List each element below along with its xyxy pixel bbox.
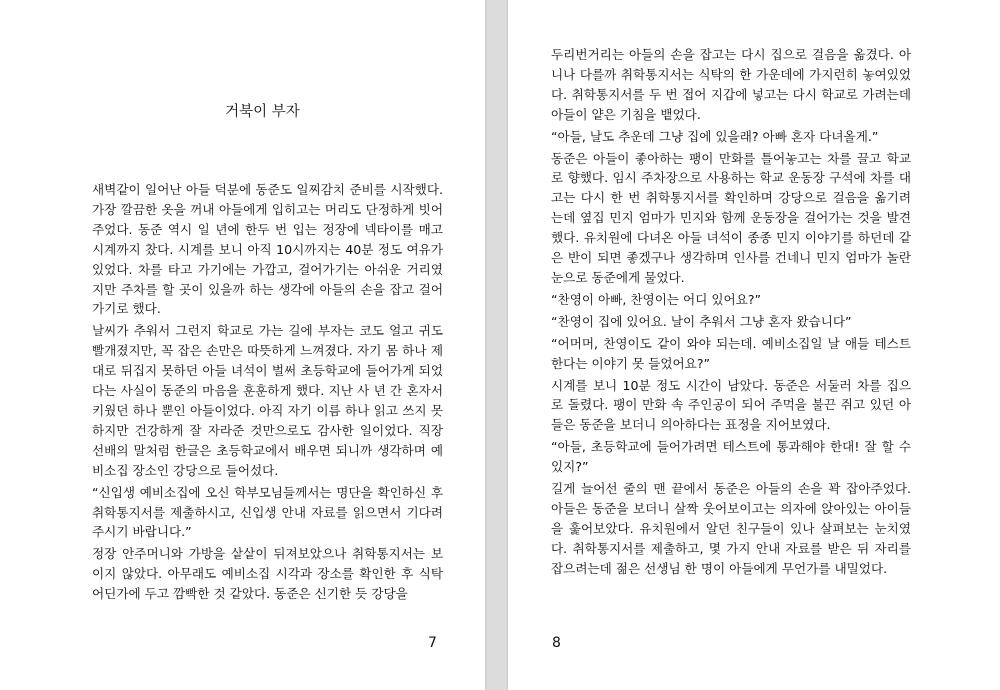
- paragraph: “아들, 초등학교에 들어가려면 테스트에 통과해야 한대! 잘 할 수 있지?”: [551, 439, 911, 475]
- paragraph: 길게 늘어선 줄의 맨 끝에서 동준은 아들의 손을 꽉 잡아주었다. 아들은 동준을 보더니 살짝 웃어보이고는 의자에 앉아있는 아이들을 훑어보았다. 유치원에서 알던 친구들이 있나 살펴보는 눈치였다. 취학통지서를 제출하고, 몇 가지 안내 자료를 받은 뒤 자리를 잡으려는데 젊은 선생님 한 명이 아들에게 무언가를 내밀었다.: [551, 481, 911, 576]
- paragraph: 새벽같이 일어난 아들 덕분에 동준도 일찌감치 준비를 시작했다. 가장 깔끔한 옷을 꺼내 아들에게 입히고는 머리도 단정하게 빗어주었다. 동준 역시 일 년에 한두 번 입는 정장에 넥타이를 매고 시계까지 찼다. 시계를 보니 아직 10시까지는 40분 정도 여유가 있었다. 차를 타고 가기에는 가깝고, 걸어가기는 아쉬운 거리였지만 주차를 할 곳이 있을까 하는 생각에 아들의 손을 잡고 걸어가기로 했다.: [92, 182, 443, 317]
- page-right-body: [551, 45, 911, 581]
- page-left-body: [92, 180, 443, 606]
- paragraph: “찬영이 집에 있어요. 날이 추워서 그냥 혼자 왔습니다”: [551, 313, 852, 329]
- paragraph: “아들, 날도 추운데 그냥 집에 있을래? 아빠 혼자 다녀올게.”: [551, 128, 879, 144]
- page-number: 8: [552, 635, 561, 651]
- chapter-title: 거북이 부자: [225, 104, 300, 120]
- paragraph: 정장 안주머니와 가방을 샅샅이 뒤져보았으나 취학통지서는 보이지 않았다. 아무래도 예비소집 시각과 장소를 확인한 후 식탁 어딘가에 두고 깜빡한 것 같았다. 동준은 신기한 듯 강당을: [92, 546, 443, 602]
- paragraph: 시계를 보니 10분 정도 시간이 남았다. 동준은 서둘러 차를 집으로 돌렸다. 팽이 만화 속 주인공이 되어 주먹을 불끈 쥐고 있던 아들은 동준을 보더니 의아하다는 표정을 지어보였다.: [551, 377, 911, 433]
- paragraph: 두리번거리는 아들의 손을 잡고는 다시 집으로 걸음을 옮겼다. 아니나 다를까 취학통지서는 식탁의 한 가운데에 가지런히 놓여있었다. 취학통지서를 두 번 접어 지갑에 넣고는 다시 학교로 가려는데 아들이 얕은 기침을 뱉었다.: [551, 47, 911, 122]
- paragraph: 날씨가 추워서 그런지 학교로 가는 길에 부자는 코도 얼고 귀도 빨개졌지만, 꼭 잡은 손만은 따뜻하게 느껴졌다. 자기 몸 하나 제대로 뒤집지 못하던 아들 녀석이 벌써 초등학교에 들어가게 되었다는 사실이 동준의 마음을 훈훈하게 했다. 지난 사 년 간 혼자서 키웠던 하나 뿐인 아들이었다. 아직 자기 이름 하나 읽고 쓰지 못하지만 건강하게 잘 자라준 것만으로도 감사한 일이었다. 직장 선배의 말처럼 한글은 초등학교에서 배우면 되니까 생각하며 예비소집 장소인 강당으로 들어섰다.: [92, 323, 443, 478]
- page-right: [508, 0, 1000, 690]
- paragraph: “어머머, 찬영이도 같이 와야 되는데. 예비소집일 날 애들 테스트한다는 이야기 못 들었어요?”: [551, 335, 911, 371]
- page-left: [0, 0, 485, 690]
- paragraph: “신입생 예비소집에 오신 학부모님들께서는 명단을 확인하신 후 취학통지서를 제출하시고, 신입생 안내 자료를 읽으면서 기다려주시기 바랍니다.”: [92, 484, 443, 540]
- paragraph: “찬영이 아빠, 찬영이는 어디 있어요?”: [551, 291, 762, 307]
- page-number: 7: [428, 635, 437, 651]
- paragraph: 동준은 아들이 좋아하는 팽이 만화를 틀어놓고는 차를 끌고 학교로 향했다. 임시 주차장으로 사용하는 학교 운동장 구석에 차를 대고는 다시 한 번 취학통지서를 확인하며 강당으로 걸음을 옮기려는데 옆집 민지 엄마가 민지와 함께 운동장을 걸어가는 것을 발견했다. 유치원에 다녀온 아들 녀석이 종종 민지 이야기를 하던데 같은 반이 되면 좋겠구나 생각하며 인사를 건네니 민지 엄마가 놀란 눈으로 동준에게 물었다.: [551, 150, 911, 285]
